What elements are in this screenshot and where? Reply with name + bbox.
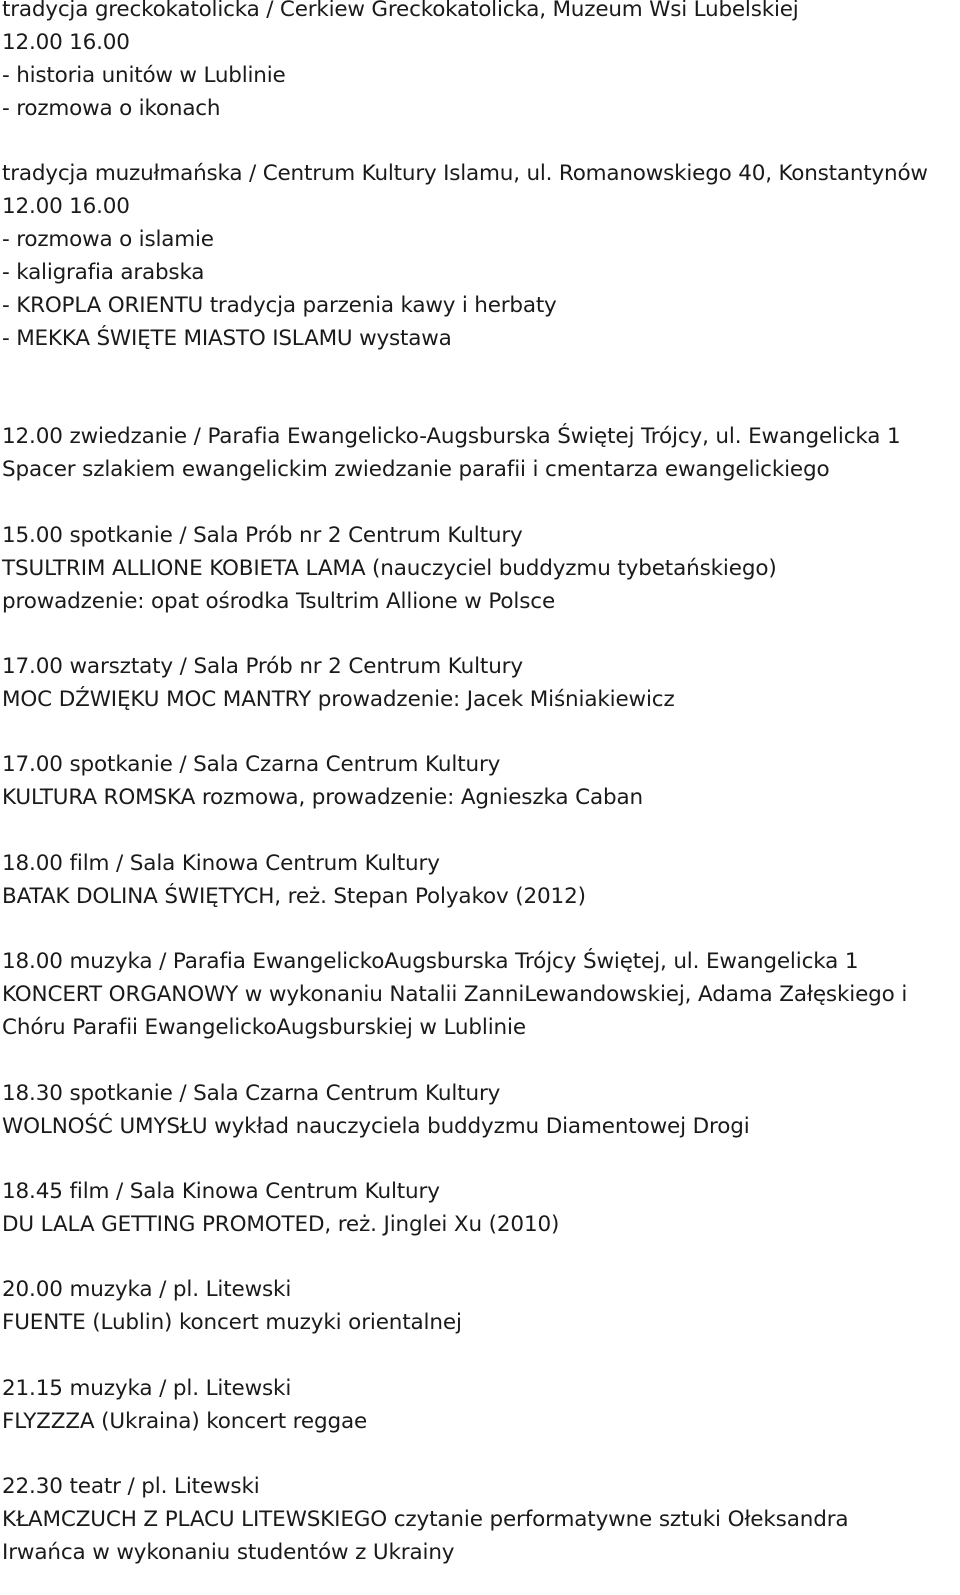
event-description: TSULTRIM ALLIONE KOBIETA LAMA (nauczyciel buddyzmu tybetańskiego): [2, 556, 777, 581]
event-description: FLYZZZA (Ukraina) koncert reggae: [2, 1409, 368, 1434]
tradition-item: - rozmowa o islamie: [2, 227, 214, 252]
tradition-item: - historia unitów w Lublinie: [2, 63, 286, 88]
event-description: KŁAMCZUCH Z PLACU LITEWSKIEGO czytanie performatywne sztuki Ołeksandra: [2, 1507, 849, 1532]
event-description: FUENTE (Lublin) koncert muzyki orientalnej: [2, 1310, 462, 1335]
event-description: WOLNOŚĆ UMYSŁU wykład nauczyciela buddyzmu Diamentowej Drogi: [2, 1114, 750, 1139]
tradition-item: - rozmowa o ikonach: [2, 96, 221, 121]
event-header: 18.00 film / Sala Kinowa Centrum Kultury: [2, 851, 440, 876]
event-description: KONCERT ORGANOWY w wykonaniu Natalii ZanniLewandowskiej, Adama Załęskiego i: [2, 982, 908, 1007]
tradition-time-greek-catholic: 12.00 16.00: [2, 30, 130, 55]
event-description: MOC DŹWIĘKU MOC MANTRY prowadzenie: Jacek Miśniakiewicz: [2, 687, 675, 712]
event-description: Chóru Parafii EwangelickoAugsburskiej w Lublinie: [2, 1015, 526, 1040]
event-header: 12.00 zwiedzanie / Parafia Ewangelicko-Augsburska Świętej Trójcy, ul. Ewangelicka 1: [2, 424, 901, 449]
event-description: Spacer szlakiem ewangelickim zwiedzanie parafii i cmentarza ewangelickiego: [2, 457, 830, 482]
event-description: prowadzenie: opat ośrodka Tsultrim Allione w Polsce: [2, 589, 556, 614]
tradition-item: - kaligrafia arabska: [2, 260, 205, 285]
event-description: DU LALA GETTING PROMOTED, reż. Jinglei Xu (2010): [2, 1212, 560, 1237]
event-description: Irwańca w wykonaniu studentów z Ukrainy: [2, 1540, 455, 1565]
event-header: 18.45 film / Sala Kinowa Centrum Kultury: [2, 1179, 440, 1204]
event-header: 17.00 spotkanie / Sala Czarna Centrum Kultury: [2, 752, 501, 777]
tradition-header-greek-catholic: tradycja greckokatolicka / Cerkiew Greckokatolicka, Muzeum Wsi Lubelskiej: [2, 0, 799, 22]
tradition-item: - KROPLA ORIENTU tradycja parzenia kawy i herbaty: [2, 293, 557, 318]
event-description: BATAK DOLINA ŚWIĘTYCH, reż. Stepan Polyakov (2012): [2, 884, 586, 909]
event-header: 22.30 teatr / pl. Litewski: [2, 1474, 260, 1499]
tradition-item: - MEKKA ŚWIĘTE MIASTO ISLAMU wystawa: [2, 326, 452, 351]
event-header: 18.00 muzyka / Parafia EwangelickoAugsburska Trójcy Świętej, ul. Ewangelicka 1: [2, 949, 859, 974]
event-header: 20.00 muzyka / pl. Litewski: [2, 1277, 292, 1302]
event-header: 18.30 spotkanie / Sala Czarna Centrum Kultury: [2, 1081, 501, 1106]
event-header: 17.00 warsztaty / Sala Prób nr 2 Centrum Kultury: [2, 654, 523, 679]
event-header: 15.00 spotkanie / Sala Prób nr 2 Centrum Kultury: [2, 523, 523, 548]
event-description: KULTURA ROMSKA rozmowa, prowadzenie: Agnieszka Caban: [2, 785, 643, 810]
event-header: 21.15 muzyka / pl. Litewski: [2, 1376, 292, 1401]
tradition-header-muslim: tradycja muzułmańska / Centrum Kultury Islamu, ul. Romanowskiego 40, Konstantynów: [2, 161, 928, 186]
tradition-time-muslim: 12.00 16.00: [2, 194, 130, 219]
